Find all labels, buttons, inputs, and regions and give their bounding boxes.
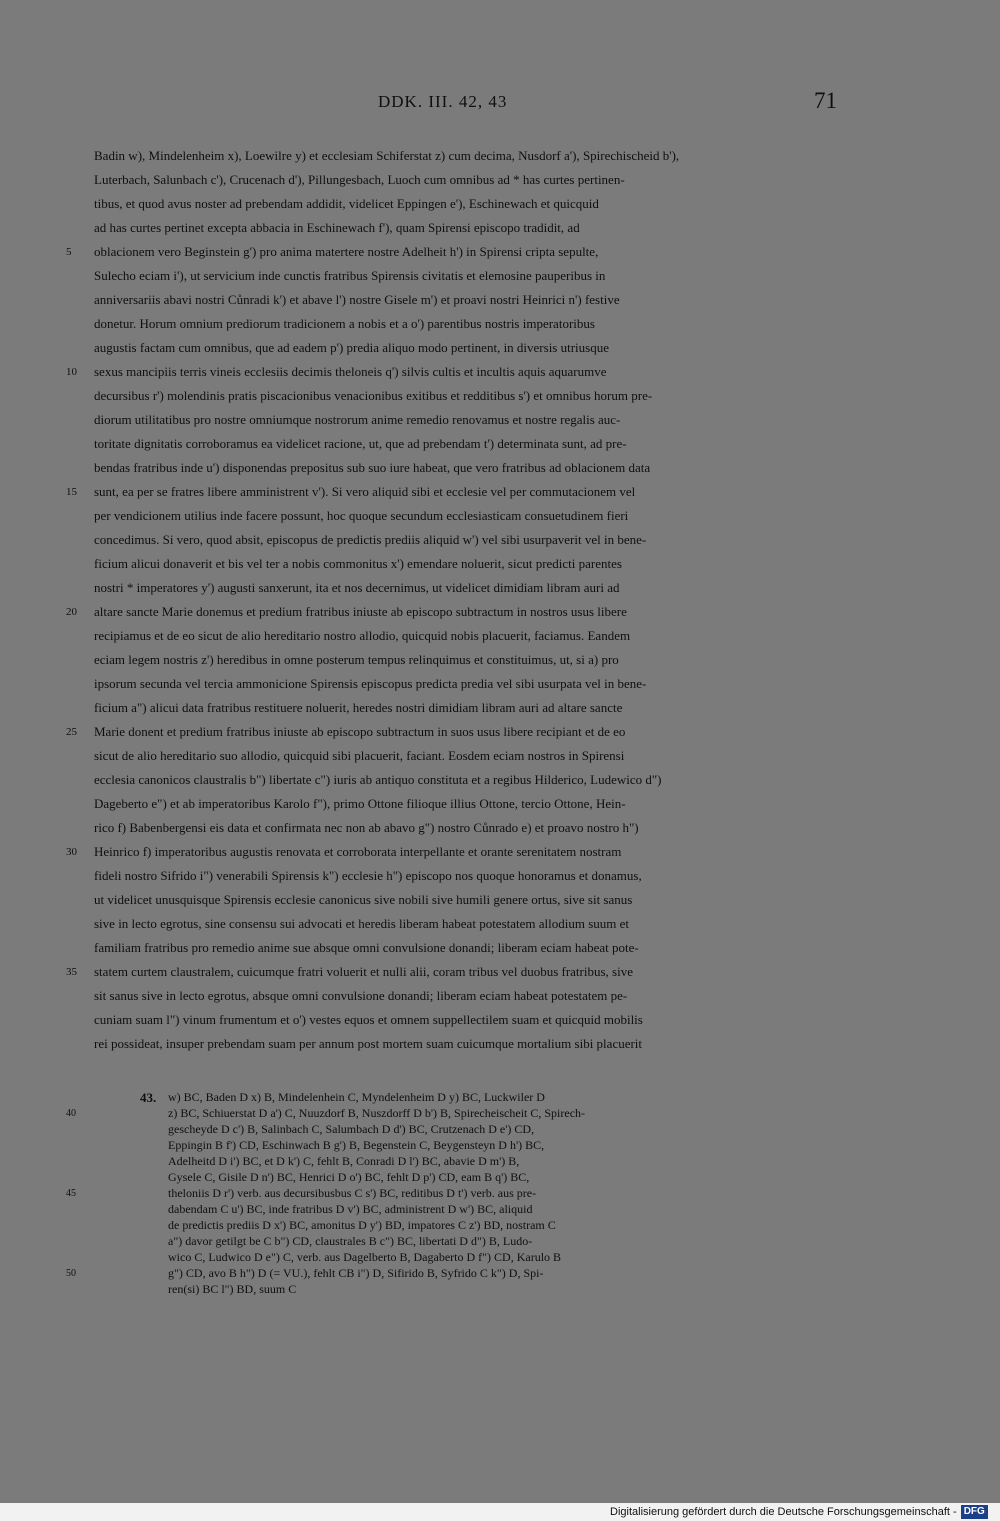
body-line: ficium a") alicui data fratribus restituere noluerit, heredes nostri dimidiam libram auri ad altare sancte [94,700,623,715]
body-line: Luterbach, Salunbach c'), Crucenach d'), Pillungesbach, Luoch cum omnibus ad * has curtes pertinen- [94,172,625,187]
body-line: familiam fratribus pro remedio anime sue absque omni convulsione donandi; liberam eciam habeat pote- [94,940,639,955]
body-line: rico f) Babenbergensi eis data et confirmata nec non ab abavo g") nostro Cůnrado e) et proavo nostro h") [94,820,639,835]
body-line: recipiamus et de eo sicut de alio hereditario nostro allodio, quicquid nobis placuerit, faciamus. Eandem [94,628,631,643]
body-line: Sulecho eciam i'), ut servicium inde cunctis fratribus Spirensis civitatis et elemosine pauperibus in [94,268,606,283]
line-number: 5 [66,246,72,258]
funding-text: Digitalisierung gefördert durch die Deutsche Forschungsgemeinschaft - [610,1506,957,1518]
body-line: concedimus. Si vero, quod absit, episcopus de predictis prediis aliquid w') vel sibi usurpaverit vel in bene- [94,532,647,547]
footnote-line: dabendam C u') BC, inde fratribus D v') BC, administrent D w') BC, aliquid [168,1202,533,1216]
body-line: donetur. Horum omnium prediorum tradicionem a nobis et a o') parentibus nostris imperatoribus [94,316,595,331]
funding-footer [610,1505,988,1519]
body-line: bendas fratribus inde u') disponendas prepositus sub suo iure habeat, que vero fratribus ad oblacionem data [94,460,651,475]
page-number: 71 [814,88,837,113]
body-line: eciam legem nostris z') heredibus in omne posterum tempus relinquimus et constituimus, ut, si a) pro [94,652,619,667]
line-number: 20 [66,606,77,618]
body-line: decursibus r') molendinis pratis piscacionibus venacionibus exitibus et redditibus s') et omnibus horum pre- [94,388,653,403]
footnote-line-number: 40 [66,1108,76,1119]
body-line: toritate dignitatis corroboramus ea videlicet racione, ut, que ad prebendam t') determinata sunt, ad pre- [94,436,627,451]
body-line: sive in lecto egrotus, sine consensu sui advocati et heredis liberam habeat potestatem allodium suum et [94,916,630,931]
line-number: 15 [66,486,77,498]
body-line: per vendicionem utilius inde facere possunt, hoc quoque secundum ecclesiasticam consuetudinem fieri [94,508,629,523]
body-line: oblacionem vero Beginstein g') pro anima matertere nostre Adelheit h') in Spirensi cripta sepulte, [94,244,599,259]
body-line: fideli nostro Sifrido i") venerabili Spirensis k") ecclesie h") episcopo nos quoque honoramus et donamus, [94,868,642,883]
body-line: ficium alicui donaverit et bis vel ter a nobis commonitus x') emendare noluerit, sicut predicti parentes [94,556,622,571]
footnote-line: z) BC, Schiuerstat D a') C, Nuuzdorf B, Nuszdorff D b') B, Spirecheischeit C, Spirech- [168,1106,586,1120]
body-line: ut videlicet unusquisque Spirensis ecclesie canonicus sive nobili sive humili genere ortus, sive sit sanus [94,892,633,907]
footnote-line: wico C, Ludwico D e") C, verb. aus Dagelberto B, Dagaberto D f") CD, Karulo B [168,1250,562,1264]
footnote-line-number: 45 [66,1188,76,1199]
footnote-line: gescheyde D c') B, Salinbach C, Salumbach D d') BC, Crutzenach D e') CD, [168,1122,535,1136]
footnote-line: Gysele C, Gisile D n') BC, Henrici D o') BC, fehlt D p') CD, eam B q') BC, [168,1170,530,1184]
footnote-line: Adelheitd D i') BC, et D k') C, fehlt B, Conradi D l') BC, abavie D m') B, [168,1154,520,1168]
footnote-line: g") CD, avo B h") D (= VU.), fehlt CB i") D, Sifirido B, Syfrido C k") D, Spi- [168,1266,544,1280]
body-line: statem curtem claustralem, cuicumque fratri voluerit et nulli alii, coram tribus vel duobus fratribus, sive [94,964,633,979]
body-line: sexus mancipiis terris vineis ecclesiis decimis theloneis q') silvis cultis et incultis aquis aquarumve [94,364,607,379]
body-line: Dageberto e") et ab imperatoribus Karolo f"), primo Ottone filioque illius Ottone, tercio Ottone, Hein- [94,796,626,811]
body-line: altare sancte Marie donemus et predium fratribus iniuste ab episcopo subtractum in nostros usus libere [94,604,627,619]
body-line: augustis factam cum omnibus, que ad eadem p') predia aliquo modo pertinent, in diversis utriusque [94,340,609,355]
line-number: 30 [66,846,77,858]
body-line: Marie donent et predium fratribus iniuste ab episcopo subtractum in suos usus libere recipiant et de eo [94,724,626,739]
running-header: DDK. III. 42, 43 [378,92,508,111]
footnote-line: a") davor getilgt be C b") CD, claustrales B c") BC, libertati D d") B, Ludo- [168,1234,533,1248]
body-line: ecclesia canonicos claustralis b") libertate c") iuris ab antiquo constituta et a regibus Hilderico, Ludewico d") [94,772,662,787]
body-line: Heinrico f) imperatoribus augustis renovata et corroborata interpellante et orante serenitatem nostram [94,844,622,859]
body-line: ad has curtes pertinet excepta abbacia in Eschinewach f'), quam Spirensi episcopo tradidit, ad [94,220,580,235]
body-line: sunt, ea per se fratres libere amministrent v'). Si vero aliquid sibi et ecclesie vel per commutacionem vel [94,484,636,499]
line-number: 25 [66,726,77,738]
body-line: sicut de alio hereditario suo allodio, quicquid sibi placuerit, faciant. Eosdem eciam nostros in Spirensi [94,748,625,763]
body-line: cuniam suam l") vinum frumentum et o') vestes equos et omnem suppellectilem suam et quicquid mobilis [94,1012,643,1027]
footnote-line-number: 50 [66,1268,76,1279]
line-number: 35 [66,966,77,978]
footnote-line: Eppingin B f') CD, Eschinwach B g') B, Begenstein C, Beygensteyn D h') BC, [168,1138,545,1152]
body-line: sit sanus sive in lecto egrotus, absque omni convulsione donandi; liberam eciam habeat potestatem pe- [94,988,628,1003]
footnote-section-label: 43. [140,1090,157,1105]
body-line: rei possideat, insuper prebendam suam per annum post mortem suam cuicumque mortalium sibi placuerit [94,1036,643,1051]
footnote-line: theloniis D r') verb. aus decursibusbus C s') BC, reditibus D t') verb. aus pre- [168,1186,537,1200]
body-line: anniversariis abavi nostri Cůnradi k') et abave l') nostre Gisele m') et proavi nostri Heinrici n') festive [94,292,620,307]
body-line: nostri * imperatores y') augusti sanxerunt, ita et nos decernimus, ut videlicet dimidiam libram auri ad [94,580,620,595]
body-line: ipsorum secunda vel tercia ammonicione Spirensis episcopus predicta predia vel sibi usurpata vel in bene- [94,676,647,691]
footnote-line: ren(si) BC l") BD, suum C [168,1282,297,1296]
body-line: tibus, et quod avus noster ad prebendam addidit, videlicet Eppingen e'), Eschinewach et quicquid [94,196,599,211]
footnote-line: de predictis prediis D x') BC, amonitus D y') BD, impatores C z') BD, nostram C [168,1218,556,1232]
line-number: 10 [66,366,77,378]
dfg-logo: DFG [961,1505,988,1519]
body-line: Badin w), Mindelenheim x), Loewilre y) et ecclesiam Schiferstat z) cum decima, Nusdorf a'), Spirechischeid b'), [94,148,680,163]
footnote-line: w) BC, Baden D x) B, Mindelenhein C, Myndelenheim D y) BC, Luckwiler D [168,1090,545,1104]
body-line: diorum utilitatibus pro nostre omniumque nostrorum anime remedio renovamus et nostre regalis auc- [94,412,621,427]
